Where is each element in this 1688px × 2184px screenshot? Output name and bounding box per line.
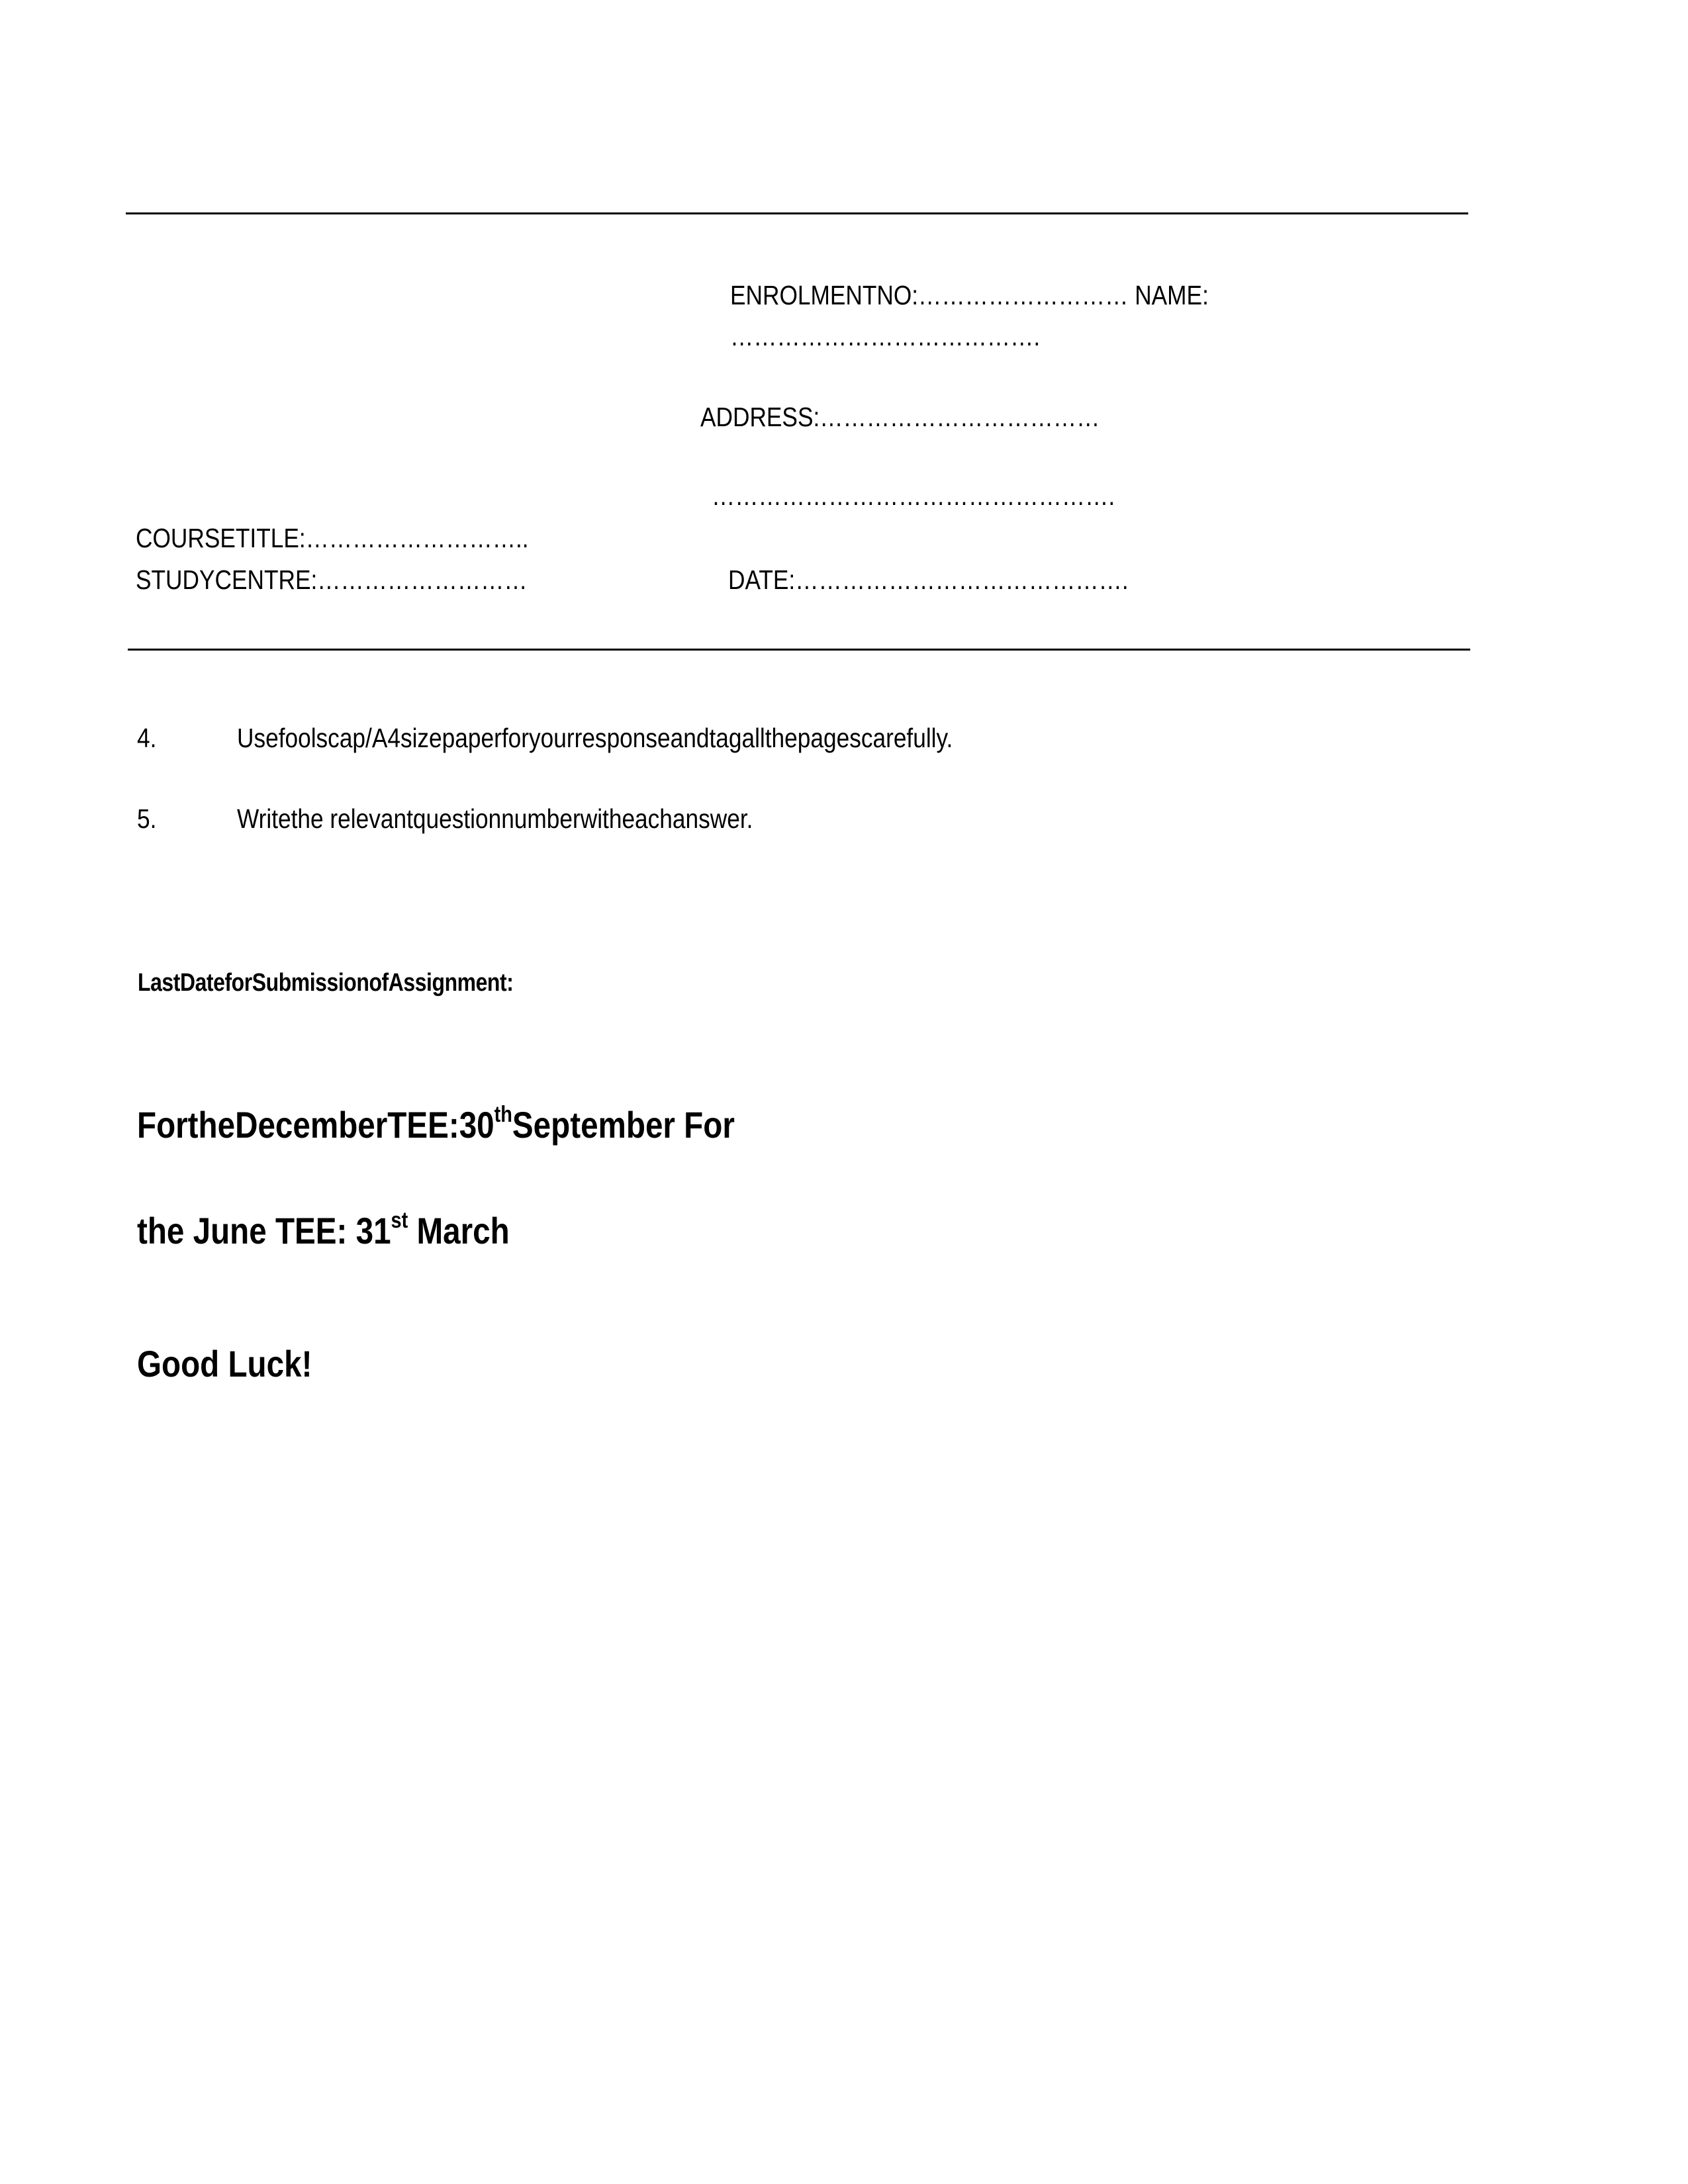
enrolment-name-field: ENROLMENTNO:……………………… NAME: bbox=[730, 280, 1209, 310]
submission-heading: LastDateforSubmissionofAssignment: bbox=[138, 969, 514, 997]
date-field: DATE:……………………………………. bbox=[728, 565, 1129, 595]
good-luck-text: Good Luck! bbox=[137, 1343, 312, 1385]
december-ordinal: th bbox=[494, 1102, 512, 1127]
december-prefix: FortheDecemberTEE:30 bbox=[137, 1104, 494, 1146]
top-divider bbox=[126, 212, 1468, 214]
instruction-5-text: Writethe relevantquestionnumberwitheachanswer. bbox=[237, 803, 753, 834]
december-deadline bbox=[137, 1102, 735, 1146]
june-rest: March bbox=[408, 1210, 510, 1251]
study-centre-field: STUDYCENTRE:……………………… bbox=[136, 565, 528, 595]
june-deadline bbox=[137, 1208, 510, 1251]
instruction-4-text: Usefoolscap/A4sizepaperforyourresponseandtagallthepagescarefully. bbox=[237, 723, 953, 753]
address-dots: ……………………………………………. bbox=[712, 480, 1115, 511]
course-title-field: COURSETITLE:……………………….. bbox=[136, 523, 529, 553]
june-prefix: the June TEE: 31 bbox=[137, 1210, 391, 1251]
december-rest: September For bbox=[512, 1104, 735, 1146]
name-dots: …………………………………. bbox=[730, 321, 1041, 351]
june-ordinal: st bbox=[391, 1208, 408, 1233]
instruction-5-number: 5. bbox=[137, 803, 157, 834]
bottom-divider bbox=[128, 649, 1470, 651]
address-field: ADDRESS:……………………………… bbox=[700, 402, 1100, 432]
instruction-4-number: 4. bbox=[137, 723, 157, 753]
